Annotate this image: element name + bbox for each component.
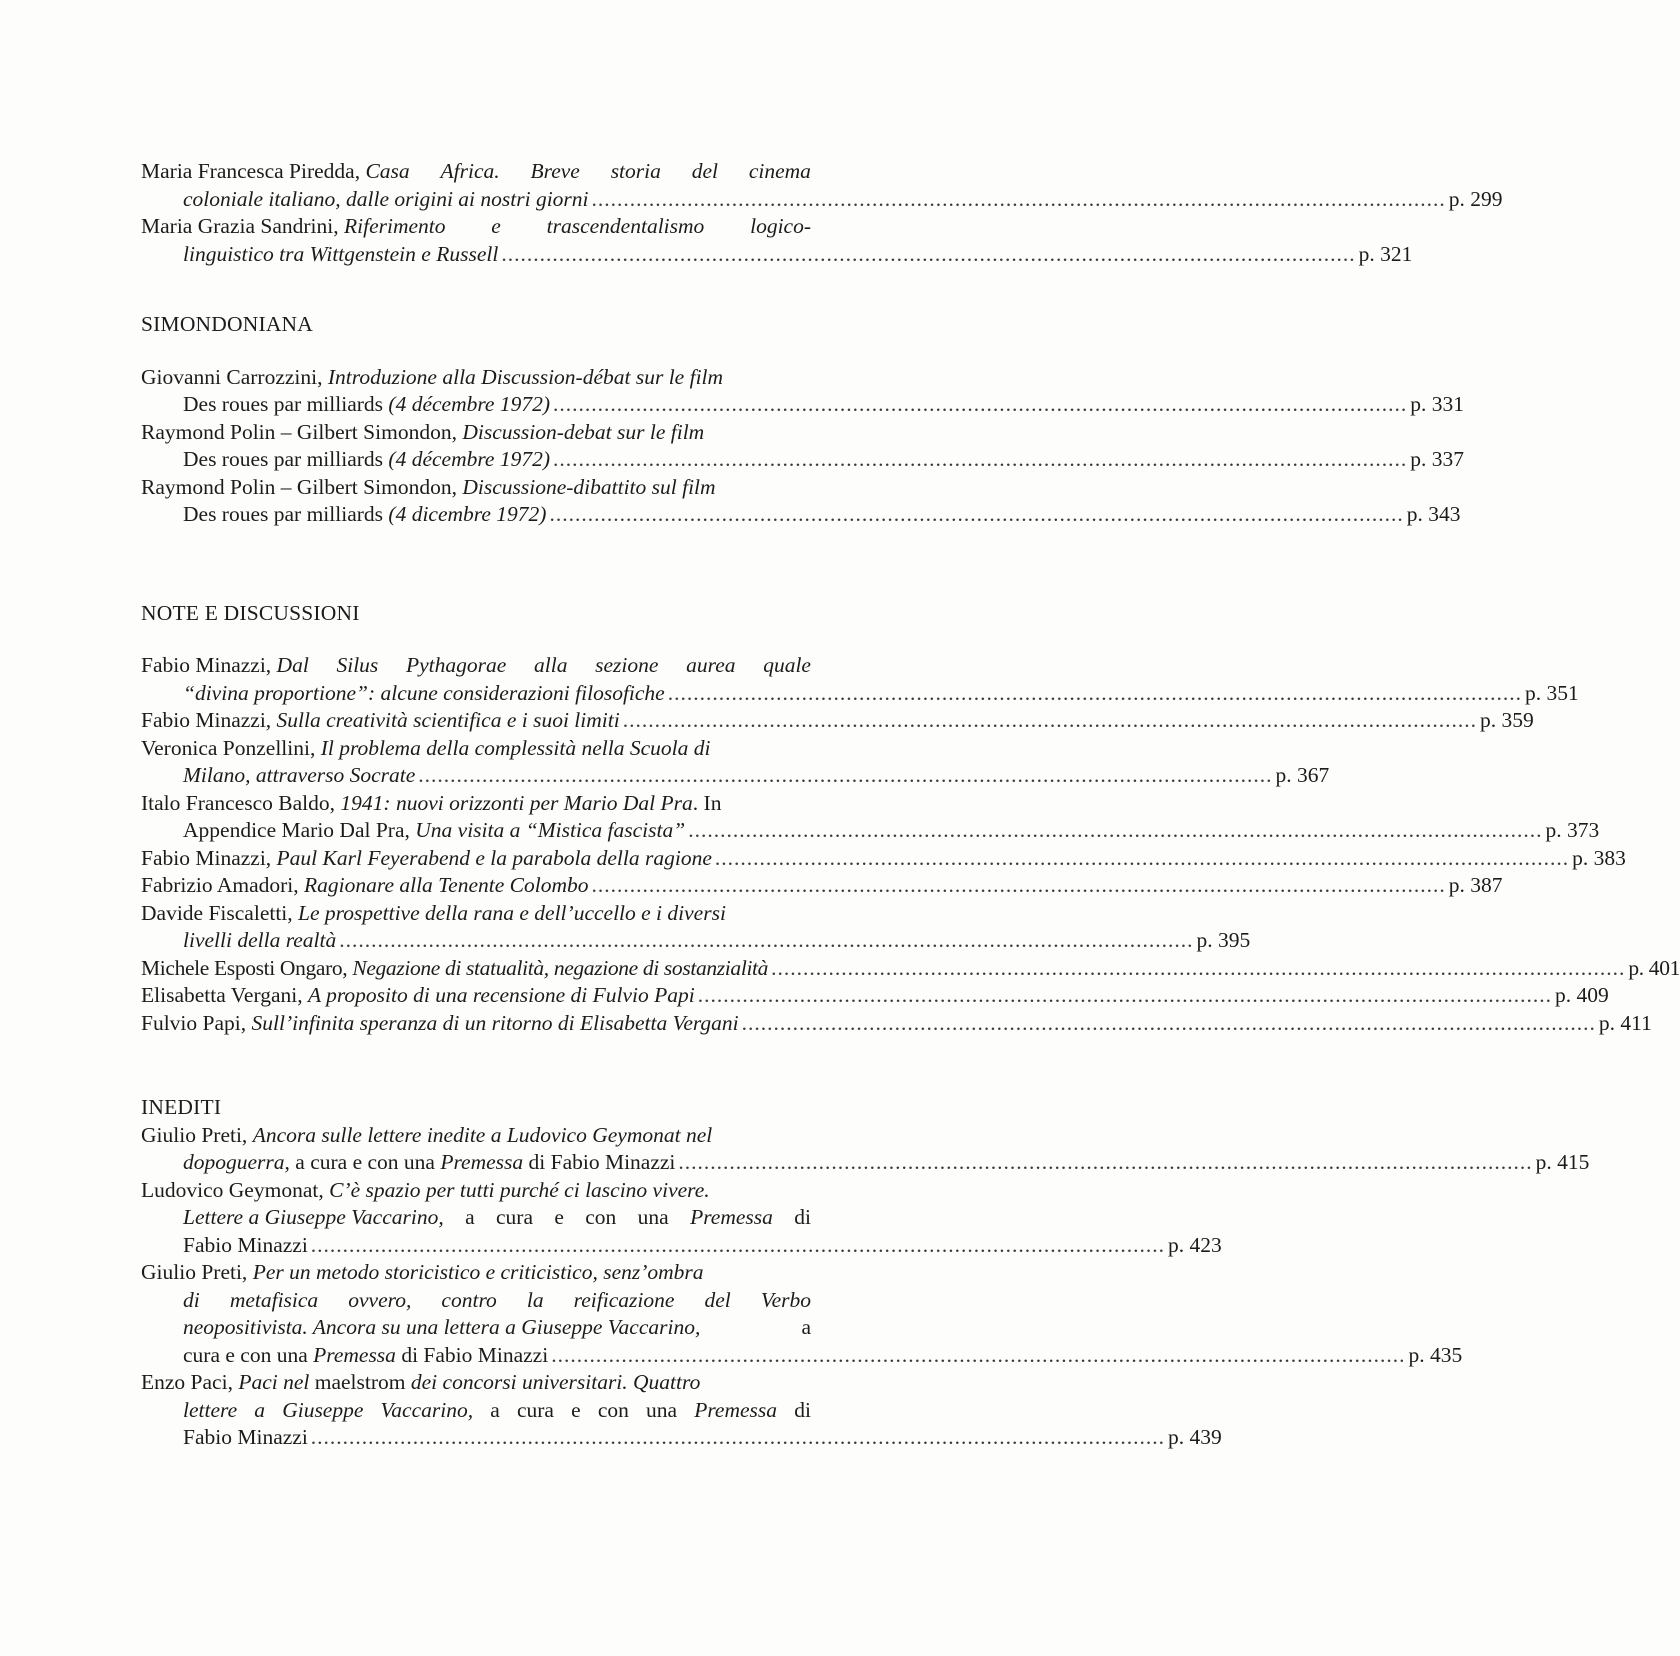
entry-title-word: cinema	[748, 159, 811, 183]
entry-title: A proposito di una recensione di Fulvio Papi	[307, 983, 695, 1007]
entry-text-italic: Premessa	[313, 1342, 396, 1367]
entry-author: Fulvio Papi,	[141, 1010, 252, 1035]
page-number: p. 423	[1168, 1232, 1222, 1257]
entry-title: Per un metodo storicistico e criticistico, senz’ombra	[252, 1260, 704, 1284]
entry-author: Michele Esposti Ongaro,	[141, 955, 353, 980]
entry-title: livelli della realtà	[183, 928, 337, 952]
toc-entry[interactable]	[141, 213, 1413, 268]
entry-author: Fabio Minazzi,	[141, 708, 277, 732]
dot-leader: ......................................................................................................................................	[697, 983, 1552, 1007]
dot-leader: ......................................................................................................................................	[551, 1342, 1406, 1367]
entry-title: dei concorsi universitari. Quattro	[410, 1370, 701, 1394]
entry-title: Discussione-dibattito sul film	[462, 474, 716, 499]
entry-title-word: la	[526, 1287, 544, 1312]
entry-line	[141, 1259, 935, 1287]
entry-text-italic: Premessa	[690, 1205, 773, 1229]
page-number: p. 439	[1168, 1425, 1222, 1449]
page-number: p. 383	[1572, 845, 1626, 870]
toc-entry[interactable]	[141, 1010, 1652, 1038]
entry-title: Discussion-debat sur le film	[462, 419, 705, 444]
page-number: p. 299	[1448, 186, 1503, 211]
entry-line	[141, 364, 935, 392]
entry-text: a	[490, 1397, 500, 1422]
entry-author: Italo Francesco Baldo,	[141, 790, 341, 815]
dot-leader: ......................................................................................................................................	[771, 955, 1626, 980]
entry-text: di Fabio Minazzi	[395, 1342, 549, 1367]
dot-leader: ......................................................................................................................................	[678, 1150, 1533, 1174]
entry-author: Fabrizio Amadori,	[141, 873, 305, 897]
toc-entry[interactable]	[141, 1369, 1222, 1452]
entry-line	[141, 1342, 1463, 1370]
toc-entry[interactable]	[141, 845, 1626, 873]
dot-leader: ......................................................................................................................................	[714, 845, 1570, 870]
entry-text: con	[585, 1205, 617, 1229]
entry-author: Davide Fiscaletti,	[141, 900, 299, 925]
toc-entry[interactable]	[141, 707, 1534, 735]
toc-entry[interactable]	[141, 474, 1461, 529]
entry-line	[141, 652, 811, 680]
entry-author: Giulio Preti,	[141, 1122, 253, 1147]
entry-line	[141, 1424, 1222, 1452]
entry-date: (4 décembre 1972)	[388, 392, 550, 416]
entry-author: Giulio Preti,	[141, 1260, 253, 1284]
entry-title: neopositivista. Ancora su una lettera a Giuseppe Vaccarino,	[183, 1315, 701, 1339]
section-heading: SIMONDONIANA	[141, 312, 314, 336]
page-number: p. 415	[1535, 1150, 1590, 1174]
entry-line	[141, 1287, 811, 1315]
entry-title-word: Pythagorae	[406, 653, 507, 677]
entry-title-word: sezione	[595, 653, 659, 677]
dot-leader: ......................................................................................................................................	[688, 818, 1543, 842]
toc-entry[interactable]	[141, 1259, 1463, 1369]
entry-line	[141, 790, 935, 818]
page-number: p. 359	[1479, 708, 1534, 732]
dot-leader: ......................................................................................................................................	[591, 186, 1446, 211]
dot-leader: ......................................................................................................................................	[667, 680, 1522, 705]
entry-text: e	[554, 1205, 564, 1229]
dot-leader: ......................................................................................................................................	[591, 873, 1446, 897]
dot-leader: ......................................................................................................................................	[553, 392, 1408, 416]
dot-leader: ......................................................................................................................................	[310, 1425, 1166, 1449]
entry-title: coloniale italiano, dalle origini ai nostri giorni	[183, 186, 589, 211]
entry-title: Le prospettive della rana e dell’uccello e i diversi	[298, 900, 726, 925]
entry-line	[141, 845, 1626, 873]
entry-line	[141, 982, 1609, 1010]
entry-title-word: metafisica	[229, 1287, 319, 1312]
toc-entry[interactable]	[141, 158, 1503, 213]
toc-entry[interactable]	[141, 364, 1464, 419]
page-number: p. 373	[1545, 818, 1600, 842]
toc-entry[interactable]	[141, 1177, 1222, 1260]
entry-text: cura e con una	[183, 1342, 314, 1367]
entry-line	[141, 1397, 811, 1425]
entry-line	[141, 1314, 811, 1342]
entry-text: una	[637, 1205, 669, 1229]
entry-line	[141, 1149, 1590, 1177]
page-number: p. 409	[1555, 983, 1609, 1007]
entry-text-italic: Premessa	[440, 1150, 524, 1174]
entry-text: di	[794, 1397, 811, 1422]
entry-title-word: Dal	[276, 653, 309, 677]
entry-title-word: ovvero,	[348, 1287, 412, 1312]
entry-title-word: reificazione	[573, 1287, 675, 1312]
entry-author: Maria Grazia Sandrini,	[141, 214, 344, 238]
entry-author: Veronica Ponzellini,	[141, 735, 321, 760]
page-number: p. 435	[1408, 1342, 1463, 1367]
page-number: p. 367	[1275, 763, 1330, 787]
entry-text: a	[801, 1315, 811, 1339]
entry-title: Sulla creatività scientifica e i suoi limiti	[276, 708, 620, 732]
entry-text: con	[597, 1397, 629, 1422]
film-title: Des roues par milliards	[183, 502, 389, 526]
dot-leader: ......................................................................................................................................	[553, 447, 1408, 471]
toc-entry[interactable]	[141, 1122, 1590, 1177]
entry-line	[141, 474, 935, 502]
entry-text: Appendice Mario Dal Pra,	[183, 818, 416, 842]
entry-title-word: del	[704, 1287, 731, 1312]
entry-title: Milano, attraverso Socrate	[183, 763, 416, 787]
section-heading: NOTE E DISCUSSIONI	[141, 600, 360, 625]
entry-title: Ancora sulle lettere inedite a Ludovico Geymonat nel	[252, 1122, 713, 1147]
entry-text: Fabio Minazzi	[183, 1425, 308, 1449]
entry-text: a	[465, 1205, 475, 1229]
page-number: p. 401	[1628, 955, 1680, 980]
entry-line	[141, 391, 1464, 419]
entry-line	[141, 419, 935, 447]
toc-entry[interactable]	[141, 652, 1579, 707]
dot-leader: ......................................................................................................................................	[741, 1010, 1596, 1035]
entry-title: Ragionare alla Tenente Colombo	[304, 873, 589, 897]
entry-title-word: Vaccarino,	[380, 1397, 474, 1422]
page-number: p. 337	[1410, 447, 1464, 471]
entry-line	[141, 872, 1503, 900]
entry-line	[141, 158, 811, 186]
dot-leader: ......................................................................................................................................	[339, 928, 1194, 952]
entry-title-word: aurea	[686, 653, 736, 677]
entry-line	[141, 1122, 935, 1150]
entry-title-word: Riferimento	[343, 214, 446, 238]
entry-text: di	[794, 1205, 811, 1229]
entry-text: di Fabio Minazzi	[523, 1150, 676, 1174]
entry-title-word: lettere	[183, 1397, 238, 1422]
entry-text: , a cura e con una	[284, 1150, 441, 1174]
entry-line	[141, 735, 935, 763]
entry-line	[141, 900, 935, 928]
toc-entry[interactable]	[141, 419, 1464, 474]
entry-text: cura	[496, 1205, 533, 1229]
entry-title-word: logico-	[750, 214, 811, 238]
entry-text: Fabio Minazzi	[183, 1232, 308, 1257]
entry-text: una	[646, 1397, 678, 1422]
entry-line	[141, 680, 1579, 708]
entry-title: Paci nel	[238, 1370, 310, 1394]
entry-author: Fabio Minazzi,	[141, 845, 277, 870]
entry-title-word: del	[691, 159, 718, 183]
entry-title-word: Africa.	[440, 159, 500, 183]
entry-title-word: Silus	[336, 653, 379, 677]
entry-text: . In	[692, 790, 722, 815]
entry-line	[141, 1010, 1652, 1038]
entry-line	[141, 1369, 935, 1397]
page-number: p. 331	[1410, 392, 1464, 416]
dot-leader: ......................................................................................................................................	[310, 1232, 1166, 1257]
entry-text: e	[571, 1397, 581, 1422]
entry-title-word: e	[491, 214, 501, 238]
entry-title: Sull’infinita speranza di un ritorno di Elisabetta Vergani	[251, 1010, 739, 1035]
dot-leader: ......................................................................................................................................	[549, 502, 1404, 526]
entry-title: Una visita a “Mistica fascista”	[415, 818, 686, 842]
entry-author: Giovanni Carrozzini,	[141, 364, 328, 389]
toc-entry[interactable]	[141, 982, 1609, 1010]
entry-title-word: Giuseppe	[282, 1397, 364, 1422]
page-number: p. 343	[1406, 502, 1461, 526]
entry-title-word: Casa	[365, 159, 410, 183]
entry-author: Maria Francesca Piredda,	[141, 159, 366, 183]
entry-title-word: quale	[763, 653, 811, 677]
page-number: p. 395	[1196, 928, 1251, 952]
entry-line	[141, 501, 1461, 529]
entry-title: linguistico tra Wittgenstein e Russell	[183, 241, 499, 266]
entry-title-word: a	[254, 1397, 266, 1422]
toc-entry[interactable]	[141, 790, 1600, 845]
entry-line	[141, 1232, 1222, 1260]
film-title: Des roues par milliards	[183, 447, 389, 471]
dot-leader: ......................................................................................................................................	[418, 763, 1273, 787]
entry-date: (4 décembre 1972)	[388, 447, 550, 471]
entry-line	[141, 446, 1464, 474]
entry-title-word: alla	[534, 653, 568, 677]
entry-title: Paul Karl Feyerabend e la parabola della ragione	[276, 845, 712, 870]
entry-author: Enzo Paci,	[141, 1370, 239, 1394]
film-title: Des roues par milliards	[183, 392, 389, 416]
page-number: p. 321	[1358, 241, 1413, 266]
entry-title-word: di	[183, 1287, 200, 1312]
entry-title-word: contro	[441, 1287, 497, 1312]
entry-line	[141, 762, 1330, 790]
entry-title: “divina proportione”: alcune considerazioni filosofiche	[183, 680, 665, 705]
entry-title-word: storia	[610, 159, 661, 183]
table-of-contents	[141, 158, 1680, 1452]
page-number: p. 387	[1448, 873, 1503, 897]
entry-author: Fabio Minazzi,	[141, 653, 277, 677]
page-number: p. 351	[1524, 680, 1579, 705]
entry-line	[141, 186, 1503, 214]
entry-line	[141, 1204, 811, 1232]
entry-title: 1941: nuovi orizzonti per Mario Dal Pra	[340, 790, 693, 815]
toc-entry[interactable]	[141, 735, 1330, 790]
entry-title: Il problema della complessità nella Scuola di	[320, 735, 711, 760]
entry-title-word: trascendentalismo	[546, 214, 705, 238]
toc-entry[interactable]	[141, 900, 1251, 955]
entry-title: Lettere a Giuseppe Vaccarino,	[183, 1205, 444, 1229]
entry-line	[141, 927, 1251, 955]
entry-author: Raymond Polin – Gilbert Simondon,	[141, 419, 463, 444]
section-heading: INEDITI	[141, 1095, 222, 1119]
page-number: p. 411	[1598, 1010, 1652, 1035]
entry-text: cura	[516, 1397, 554, 1422]
entry-author: Raymond Polin – Gilbert Simondon,	[141, 474, 463, 499]
entry-title: Introduzione alla Discussion-débat sur le film	[327, 364, 724, 389]
entry-line	[141, 1177, 935, 1205]
entry-author: Ludovico Geymonat,	[141, 1177, 330, 1202]
entry-text-italic: Premessa	[694, 1397, 778, 1422]
entry-title: C’è spazio per tutti purché ci lascino vivere.	[329, 1177, 710, 1202]
entry-author: Elisabetta Vergani,	[141, 983, 308, 1007]
entry-line	[141, 817, 1600, 845]
entry-date: (4 dicembre 1972)	[388, 502, 547, 526]
toc-entry[interactable]	[141, 955, 1680, 983]
entry-title-word: Verbo	[760, 1287, 811, 1312]
dot-leader: ......................................................................................................................................	[622, 708, 1477, 732]
entry-line	[141, 241, 1413, 269]
entry-line	[141, 955, 1680, 983]
entry-text: maelstrom	[309, 1370, 411, 1394]
dot-leader: ......................................................................................................................................	[501, 241, 1356, 266]
entry-line	[141, 707, 1534, 735]
entry-title: dopoguerra	[183, 1150, 285, 1174]
entry-title-word: Breve	[530, 159, 580, 183]
toc-entry[interactable]	[141, 872, 1503, 900]
entry-line	[141, 213, 811, 241]
entry-title: Negazione di statualità, negazione di sostanzialità	[352, 955, 769, 980]
